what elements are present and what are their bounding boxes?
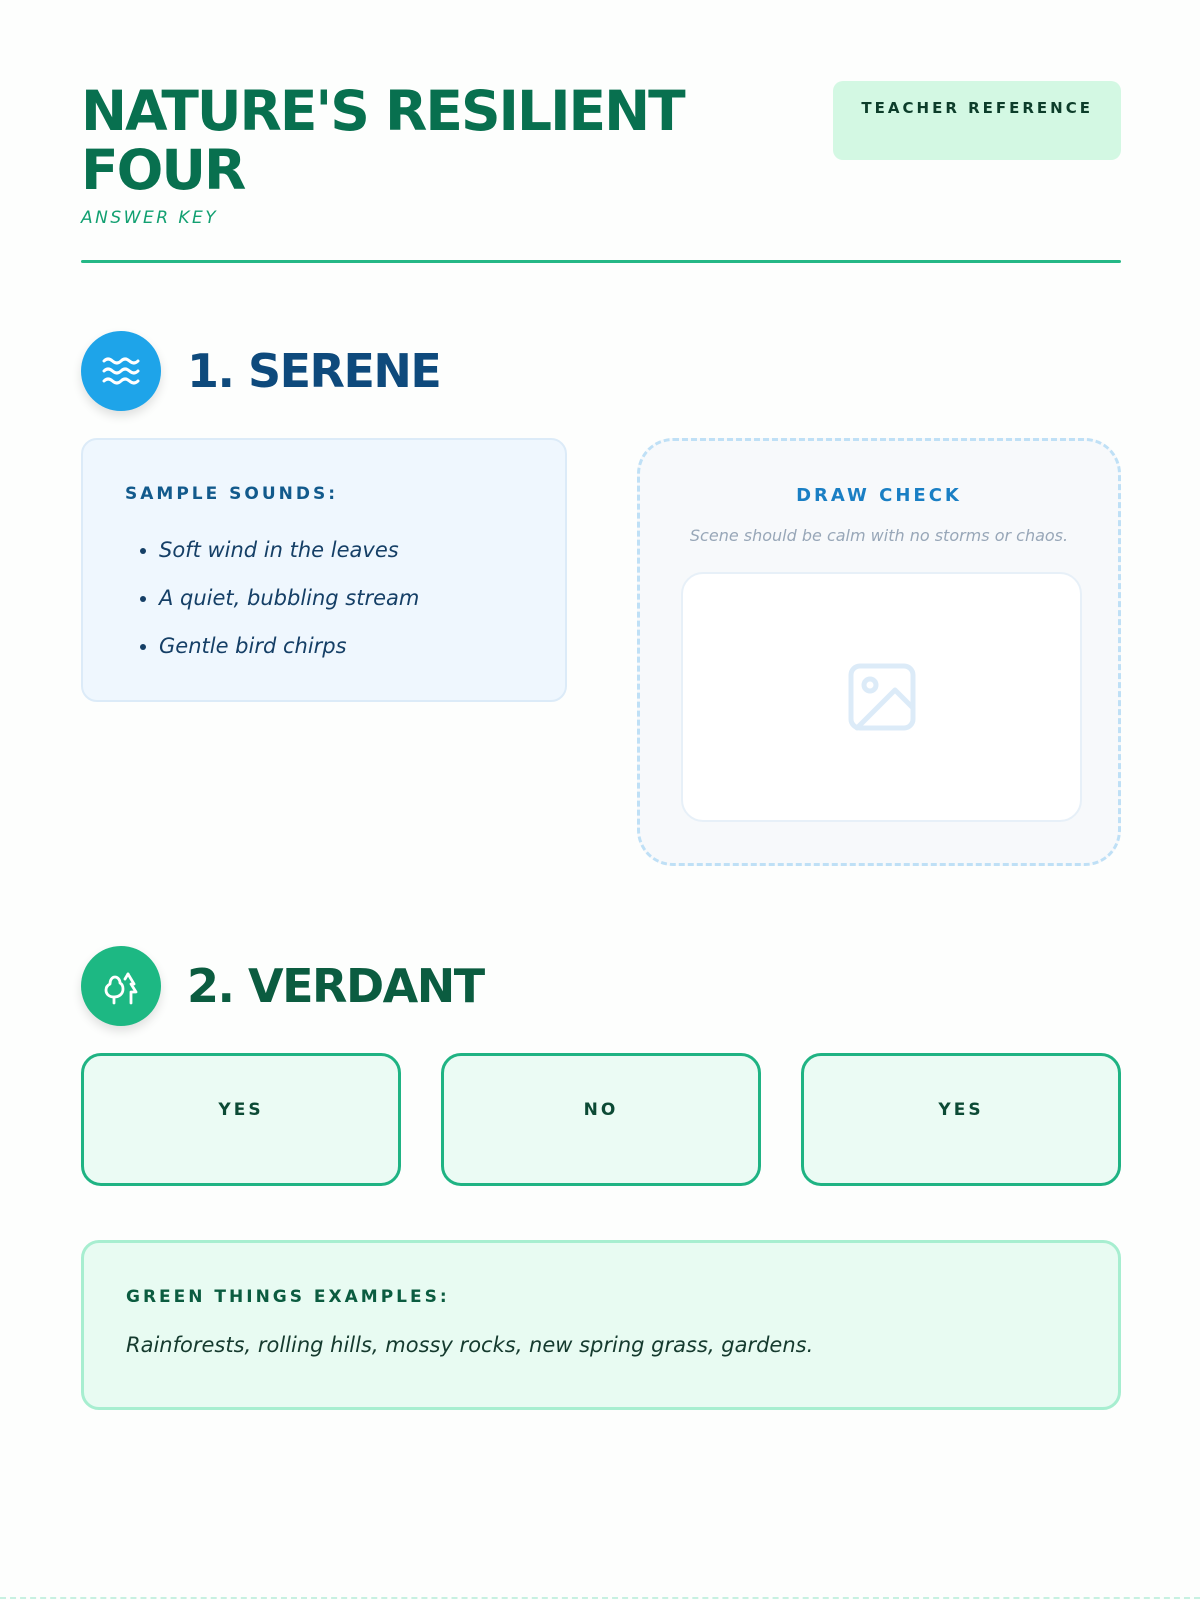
section-serene-header bbox=[81, 331, 440, 411]
section-title-verdant: 2. VERDANT bbox=[187, 959, 484, 1013]
teacher-reference-badge: TEACHER REFERENCE bbox=[833, 81, 1121, 160]
green-examples-label: GREEN THINGS EXAMPLES: bbox=[126, 1287, 450, 1307]
drawing-area[interactable] bbox=[681, 572, 1082, 822]
answer-box-1: YES bbox=[81, 1053, 401, 1186]
image-placeholder-icon bbox=[847, 662, 917, 732]
waves-icon bbox=[81, 331, 161, 411]
green-examples-panel bbox=[81, 1240, 1121, 1410]
green-examples-text: Rainforests, rolling hills, mossy rocks, new spring grass, gardens. bbox=[126, 1333, 814, 1357]
header-divider bbox=[81, 260, 1121, 263]
list-item: • Soft wind in the leaves bbox=[159, 526, 565, 574]
trees-icon bbox=[81, 946, 161, 1026]
list-item: • Gentle bird chirps bbox=[159, 622, 565, 670]
sample-sounds-list bbox=[125, 526, 565, 670]
draw-check-note: Scene should be calm with no storms or chaos. bbox=[689, 526, 1069, 545]
sample-sounds-label: SAMPLE SOUNDS: bbox=[125, 484, 339, 504]
draw-check-title: DRAW CHECK bbox=[796, 485, 962, 506]
sample-sounds-panel bbox=[81, 438, 567, 702]
page-title: NATURE'S RESILIENT FOUR bbox=[81, 79, 684, 202]
page-subtitle: ANSWER KEY bbox=[81, 208, 219, 228]
list-item: • A quiet, bubbling stream bbox=[159, 574, 565, 622]
bottom-divider bbox=[0, 1597, 1200, 1599]
draw-check-panel bbox=[637, 438, 1121, 866]
answer-box-2: NO bbox=[441, 1053, 761, 1186]
section-verdant-header bbox=[81, 946, 484, 1026]
answer-box-3: YES bbox=[801, 1053, 1121, 1186]
section-title-serene: 1. SERENE bbox=[187, 344, 441, 398]
